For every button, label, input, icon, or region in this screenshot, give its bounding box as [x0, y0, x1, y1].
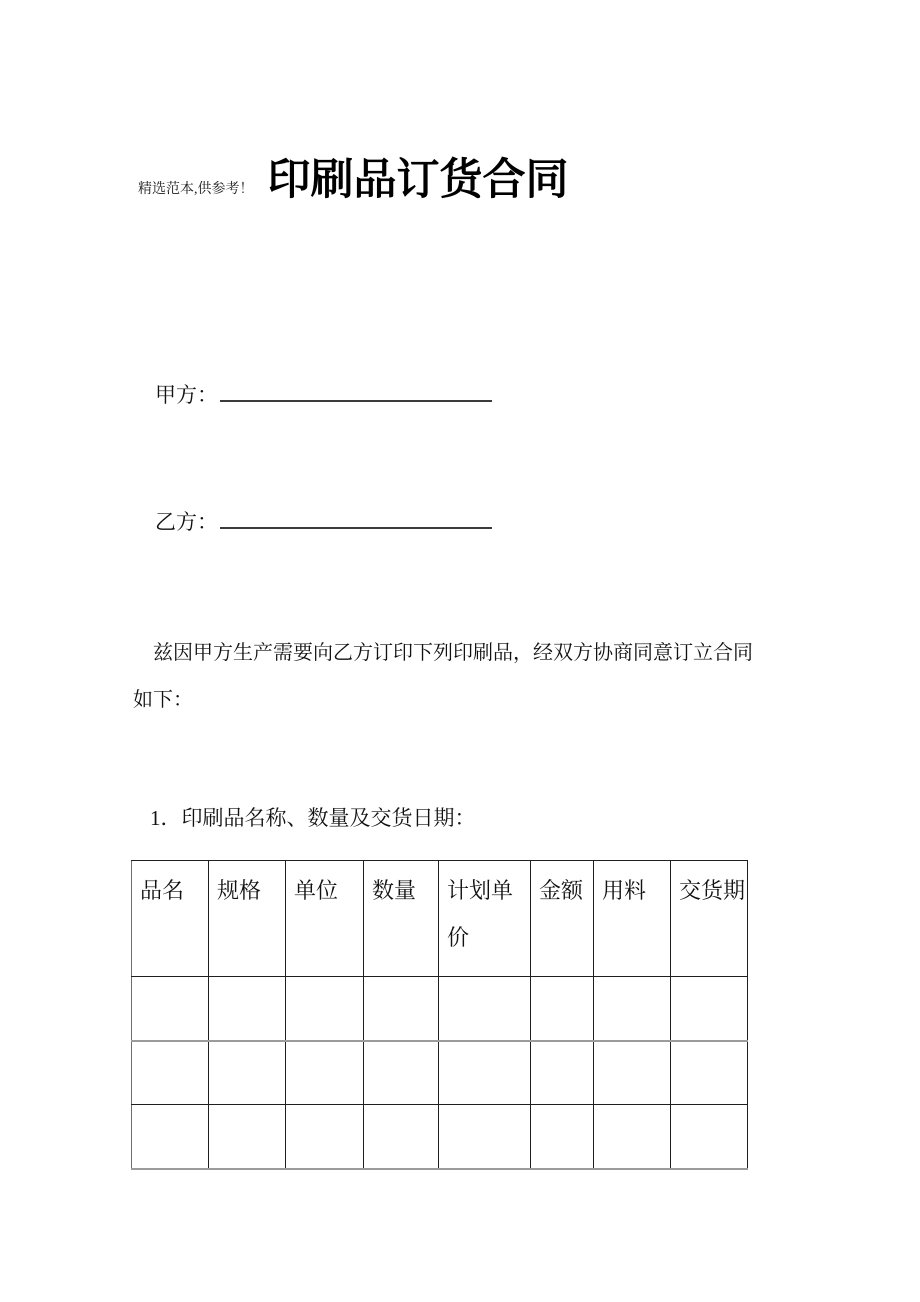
- table-cell: [132, 977, 209, 1041]
- table-cell: [286, 1105, 364, 1169]
- table-cell: [531, 977, 594, 1041]
- party-a-blank-line: [220, 400, 492, 402]
- table-cell: [364, 1041, 439, 1105]
- column-header: 单位: [286, 861, 364, 977]
- document-header: [138, 156, 569, 205]
- table-cell: [594, 1041, 671, 1105]
- column-header: 金额: [531, 861, 594, 977]
- table-cell: [439, 1041, 531, 1105]
- table-cell: [209, 1041, 286, 1105]
- items-table-body: [132, 977, 748, 1169]
- table-cell: [671, 1041, 748, 1105]
- table-cell: [531, 1105, 594, 1169]
- column-header: 规格: [209, 861, 286, 977]
- table-row: [132, 977, 748, 1041]
- intro-paragraph: 兹因甲方生产需要向乙方订印下列印刷品，经双方协商同意订立合同如下：: [133, 642, 753, 711]
- column-header: 计划单价: [439, 861, 531, 977]
- page-title: 印刷品订货合同: [267, 156, 569, 204]
- items-table-head: [132, 861, 748, 977]
- party-b-line: [155, 509, 492, 536]
- table-cell: [671, 1105, 748, 1169]
- column-header: 用料: [594, 861, 671, 977]
- table-cell: [209, 1105, 286, 1169]
- table-cell: [286, 977, 364, 1041]
- party-b-label: 乙方：: [155, 510, 218, 534]
- items-table: [131, 860, 748, 1170]
- column-header: 数量: [364, 861, 439, 977]
- table-cell: [132, 1105, 209, 1169]
- party-a-line: [155, 382, 492, 409]
- table-row: [132, 1041, 748, 1105]
- table-cell: [286, 1041, 364, 1105]
- table-cell: [594, 1105, 671, 1169]
- table-cell: [364, 1105, 439, 1169]
- table-cell: [209, 977, 286, 1041]
- column-header: 交货期: [671, 861, 748, 977]
- party-b-blank-line: [220, 527, 492, 529]
- table-cell: [439, 977, 531, 1041]
- table-cell: [439, 1105, 531, 1169]
- table-cell: [132, 1041, 209, 1105]
- table-cell: [594, 977, 671, 1041]
- table-row: [132, 1105, 748, 1169]
- table-cell: [531, 1041, 594, 1105]
- column-header: 品名: [132, 861, 209, 977]
- table-cell: [671, 977, 748, 1041]
- reference-note: 精选范本,供参考！: [138, 182, 254, 198]
- table-cell: [364, 977, 439, 1041]
- header-row: [132, 861, 748, 977]
- party-a-label: 甲方：: [155, 383, 218, 407]
- section-1-heading: 1．印刷品名称、数量及交货日期：: [150, 806, 476, 830]
